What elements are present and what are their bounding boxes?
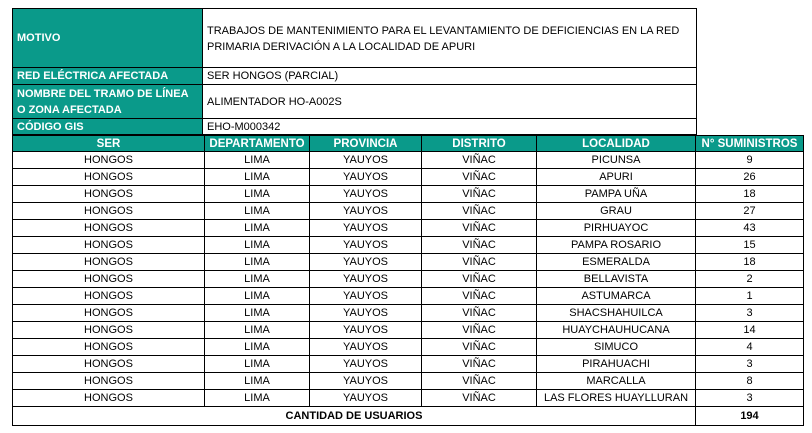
cell-suministros: 27	[696, 203, 804, 220]
motivo-label: MOTIVO	[13, 9, 203, 68]
cell-localidad: HUAYCHAUHUCANA	[537, 322, 696, 339]
motivo-value: TRABAJOS DE MANTENIMIENTO PARA EL LEVANTAMIENTO DE DEFICIENCIAS EN LA RED PRIMARIA DERIVACIÓN A LA LOCALIDAD DE APURI	[203, 9, 697, 68]
cell-provincia: YAUYOS	[310, 356, 422, 373]
table-row	[13, 322, 804, 339]
cell-provincia: YAUYOS	[310, 339, 422, 356]
cell-distrito: VIÑAC	[422, 237, 537, 254]
table-row	[13, 169, 804, 186]
cell-provincia: YAUYOS	[310, 390, 422, 407]
header-provincia: PROVINCIA	[310, 136, 422, 152]
tramo-label	[13, 85, 203, 119]
cell-departamento: LIMA	[205, 390, 310, 407]
document-table-wrapper	[12, 8, 804, 426]
cell-provincia: YAUYOS	[310, 152, 422, 169]
cell-ser: HONGOS	[13, 373, 205, 390]
tramo-label-line1: NOMBRE DEL TRAMO DE LÍNEA	[17, 87, 189, 100]
cell-distrito: VIÑAC	[422, 152, 537, 169]
cell-departamento: LIMA	[205, 169, 310, 186]
table-row	[13, 390, 804, 407]
header-ser: SER	[13, 136, 205, 152]
cell-distrito: VIÑAC	[422, 220, 537, 237]
cell-provincia: YAUYOS	[310, 169, 422, 186]
cell-localidad: APURI	[537, 169, 696, 186]
cell-localidad: SIMUCO	[537, 339, 696, 356]
cell-distrito: VIÑAC	[422, 169, 537, 186]
header-departamento: DEPARTAMENTO	[205, 136, 310, 152]
header-distrito: DISTRITO	[422, 136, 537, 152]
cell-ser: HONGOS	[13, 390, 205, 407]
cell-ser: HONGOS	[13, 356, 205, 373]
cell-localidad: ESMERALDA	[537, 254, 696, 271]
cell-departamento: LIMA	[205, 186, 310, 203]
cell-localidad: LAS FLORES HUAYLLURAN	[537, 390, 696, 407]
cell-provincia: YAUYOS	[310, 322, 422, 339]
cell-localidad: ASTUMARCA	[537, 288, 696, 305]
cell-departamento: LIMA	[205, 152, 310, 169]
table-row	[13, 356, 804, 373]
cell-suministros: 8	[696, 373, 804, 390]
cell-provincia: YAUYOS	[310, 186, 422, 203]
cell-provincia: YAUYOS	[310, 373, 422, 390]
cell-distrito: VIÑAC	[422, 186, 537, 203]
cell-suministros: 26	[696, 169, 804, 186]
cell-ser: HONGOS	[13, 339, 205, 356]
cell-ser: HONGOS	[13, 288, 205, 305]
cell-ser: HONGOS	[13, 203, 205, 220]
cell-distrito: VIÑAC	[422, 288, 537, 305]
cell-suministros: 18	[696, 254, 804, 271]
cell-ser: HONGOS	[13, 152, 205, 169]
cell-ser: HONGOS	[13, 254, 205, 271]
tramo-label-line2: O ZONA AFECTADA	[17, 103, 122, 116]
cell-distrito: VIÑAC	[422, 271, 537, 288]
table-row	[13, 339, 804, 356]
cell-localidad: PIRHUAYOC	[537, 220, 696, 237]
cell-suministros: 14	[696, 322, 804, 339]
cell-provincia: YAUYOS	[310, 271, 422, 288]
cell-provincia: YAUYOS	[310, 288, 422, 305]
cell-localidad: PICUNSA	[537, 152, 696, 169]
info-table	[12, 8, 697, 135]
cell-departamento: LIMA	[205, 220, 310, 237]
cell-localidad: PAMPA ROSARIO	[537, 237, 696, 254]
header-localidad: LOCALIDAD	[537, 136, 696, 152]
total-value: 194	[696, 407, 804, 426]
total-row	[13, 407, 804, 426]
total-label: CANTIDAD DE USUARIOS	[13, 407, 696, 426]
cell-distrito: VIÑAC	[422, 203, 537, 220]
table-header-row	[13, 136, 804, 152]
table-row	[13, 186, 804, 203]
cell-departamento: LIMA	[205, 356, 310, 373]
cell-departamento: LIMA	[205, 373, 310, 390]
red-label: RED ELÉCTRICA AFECTADA	[13, 68, 203, 85]
table-row	[13, 152, 804, 169]
cell-localidad: PAMPA UÑA	[537, 186, 696, 203]
cell-localidad: GRAU	[537, 203, 696, 220]
cell-ser: HONGOS	[13, 186, 205, 203]
cell-provincia: YAUYOS	[310, 237, 422, 254]
cell-suministros: 3	[696, 305, 804, 322]
cell-ser: HONGOS	[13, 237, 205, 254]
cell-suministros: 18	[696, 186, 804, 203]
cell-distrito: VIÑAC	[422, 339, 537, 356]
cell-distrito: VIÑAC	[422, 356, 537, 373]
cell-provincia: YAUYOS	[310, 254, 422, 271]
cell-localidad: PIRAHUACHI	[537, 356, 696, 373]
tramo-value: ALIMENTADOR HO-A002S	[203, 85, 697, 119]
cell-provincia: YAUYOS	[310, 220, 422, 237]
cell-suministros: 4	[696, 339, 804, 356]
cell-departamento: LIMA	[205, 203, 310, 220]
gis-label: CÓDIGO GIS	[13, 119, 203, 135]
cell-suministros: 3	[696, 390, 804, 407]
cell-distrito: VIÑAC	[422, 322, 537, 339]
table-row	[13, 203, 804, 220]
table-row	[13, 373, 804, 390]
red-value: SER HONGOS (PARCIAL)	[203, 68, 697, 85]
cell-departamento: LIMA	[205, 271, 310, 288]
table-row	[13, 254, 804, 271]
cell-localidad: MARCALLA	[537, 373, 696, 390]
cell-departamento: LIMA	[205, 237, 310, 254]
suministros-table	[12, 135, 804, 426]
cell-distrito: VIÑAC	[422, 373, 537, 390]
cell-departamento: LIMA	[205, 339, 310, 356]
cell-ser: HONGOS	[13, 305, 205, 322]
cell-provincia: YAUYOS	[310, 203, 422, 220]
cell-distrito: VIÑAC	[422, 254, 537, 271]
cell-ser: HONGOS	[13, 271, 205, 288]
cell-ser: HONGOS	[13, 322, 205, 339]
table-row	[13, 237, 804, 254]
header-suministros: N° SUMINISTROS	[696, 136, 804, 152]
cell-departamento: LIMA	[205, 288, 310, 305]
cell-suministros: 3	[696, 356, 804, 373]
table-row	[13, 220, 804, 237]
table-row	[13, 288, 804, 305]
cell-suministros: 2	[696, 271, 804, 288]
cell-distrito: VIÑAC	[422, 390, 537, 407]
cell-ser: HONGOS	[13, 220, 205, 237]
cell-departamento: LIMA	[205, 322, 310, 339]
cell-localidad: BELLAVISTA	[537, 271, 696, 288]
cell-suministros: 9	[696, 152, 804, 169]
cell-suministros: 1	[696, 288, 804, 305]
cell-distrito: VIÑAC	[422, 305, 537, 322]
cell-ser: HONGOS	[13, 169, 205, 186]
table-row	[13, 305, 804, 322]
table-row	[13, 271, 804, 288]
cell-provincia: YAUYOS	[310, 305, 422, 322]
gis-value: EHO-M000342	[203, 119, 697, 135]
cell-departamento: LIMA	[205, 254, 310, 271]
cell-departamento: LIMA	[205, 305, 310, 322]
cell-localidad: SHACSHAHUILCA	[537, 305, 696, 322]
cell-suministros: 43	[696, 220, 804, 237]
cell-suministros: 15	[696, 237, 804, 254]
